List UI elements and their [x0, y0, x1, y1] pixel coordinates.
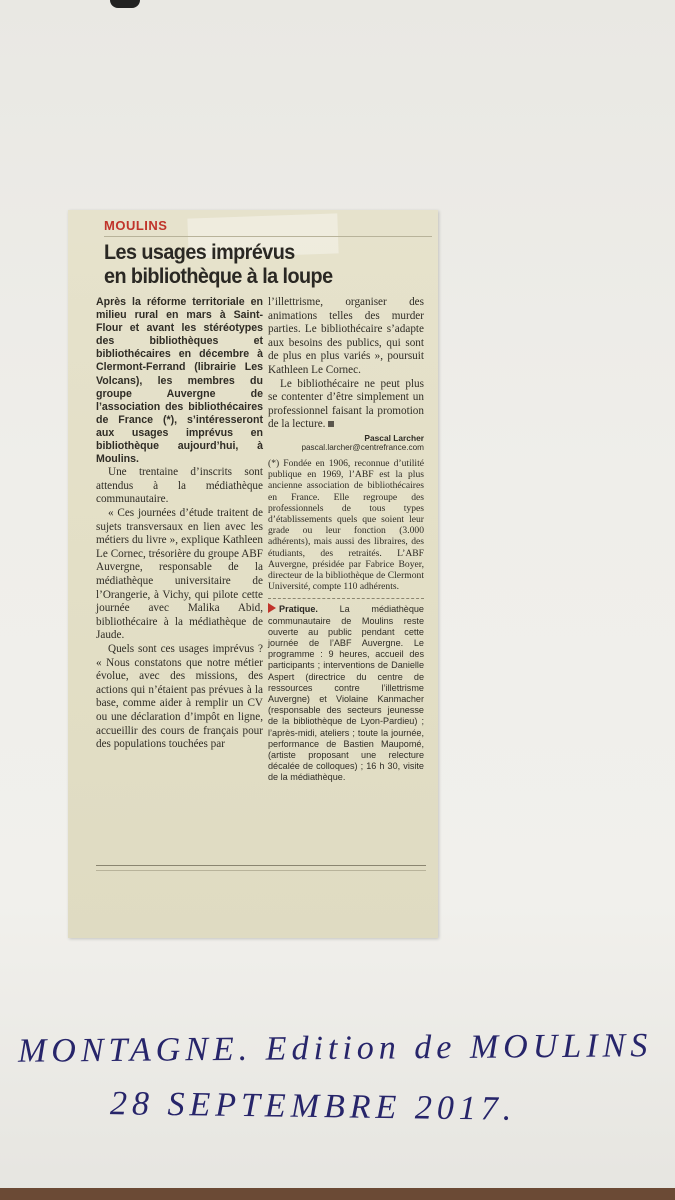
- headline: [104, 240, 408, 288]
- handwritten-source-line: MONTAGNE. Edition de MOULINS: [17, 1027, 653, 1070]
- footnote: [268, 458, 424, 592]
- pratique-title: Pratique.: [279, 604, 318, 615]
- column-left: [96, 296, 263, 752]
- pratique-box: [268, 598, 424, 783]
- paragraph-1: Une trentaine d’inscrits sont attendus à la médiathèque communautaire.: [96, 466, 263, 506]
- handwritten-date-line: 28 SEPTEMBRE 2017.: [109, 1085, 517, 1128]
- kicker-rule: [104, 236, 432, 237]
- author-name: Pascal Larcher: [364, 432, 424, 443]
- arrow-right-icon: [268, 603, 276, 613]
- footnote-text: (*) Fondée en 1906, reconnue d’utilité publique en 1969, l’ABF est la plus ancienne association de bibliothécaires en France. Elle regroupe des professionnels de tous types d’établissements quels que soient leur grade ou leur fonction (3.000 adhérents), mais aussi des libraires, des étudiants, des retraités. L’ABF Auvergne, présidée par Fabrice Boyer, directeur de la bibliothèque de Clermont Université, compte 110 adhérents.: [268, 457, 424, 593]
- table-edge: [0, 1188, 675, 1200]
- paragraph-3: Quels sont ces usages imprévus ? « Nous constatons que notre métier évolue, avec des missions, des actions qui n’étaient pas prévues à la base, comme aider à remplir un CV ou une déclaration d’impôt en ligne, accueillir des cours de français pour des populations touchées par: [96, 642, 263, 751]
- pratique-text: La médiathèque communautaire de Moulins reste ouverte au public pendant cette journée de l’ABF Auvergne. Le programme : 9 heures, accueil des participants ; interventions de Danielle Aspert (directrice du centre de ressources contre l’illettrisme Auvergne) et Violaine Kanmacher (responsable des secteurs jeunesse de la bibliothèque de Lyon-Pardieu) ; l’après-midi, ateliers ; toute la journée, performance de Bastien Maupomé, (artiste proposant une relecture décalée de colloques) ; 16 h 30, visite de la médiathèque.: [268, 604, 424, 783]
- column-right: [268, 296, 424, 784]
- paragraph-4-wrap: [268, 378, 424, 432]
- section-kicker: MOULINS: [104, 218, 168, 233]
- headline-line-2: en bibliothèque à la loupe: [104, 264, 333, 288]
- lead-paragraph: Après la réforme territoriale en milieu rural en mars à Saint-Flour et avant les stéréotypes des bibliothèques et bibliothécaires en décembre à Clermont-Ferrand (librairie Les Volcans), les membres du groupe Auvergne de l’association des bibliothécaires de France (*), s’intéresseront aux usages imprévus en bibliothèque aujourd’hui, à Moulins.: [96, 296, 263, 466]
- paragraph-3-continued: l’illettrisme, organiser des animations telles des murder parties. Le bibliothécaire s’adapte aux besoins des publics, qui sont de plus en plus variés », poursuit Kathleen Le Cornec.: [268, 296, 424, 376]
- top-shadow: [110, 0, 140, 8]
- paragraph-2: « Ces journées d’étude traitent de sujets transversaux en lien avec les métiers du livre », explique Kathleen Le Cornec, trésorière du groupe ABF Auvergne, responsable de la médiathèque universitaire de l’Orangerie, à Vichy, qui pilote cette journée avec Malika Abid, bibliothécaire à la médiathèque de Jaude.: [96, 507, 263, 642]
- headline-line-1: Les usages imprévus: [104, 240, 295, 264]
- author-email: pascal.larcher@centrefrance.com: [301, 442, 424, 452]
- bottom-rule: [96, 865, 426, 866]
- bottom-rule-secondary: [96, 870, 426, 871]
- newspaper-clipping: [68, 210, 438, 938]
- end-mark-icon: [328, 421, 334, 427]
- paragraph-4: Le bibliothécaire ne peut plus se contenter d’être simplement un professionnel faisant la promotion de la lecture.: [268, 377, 424, 431]
